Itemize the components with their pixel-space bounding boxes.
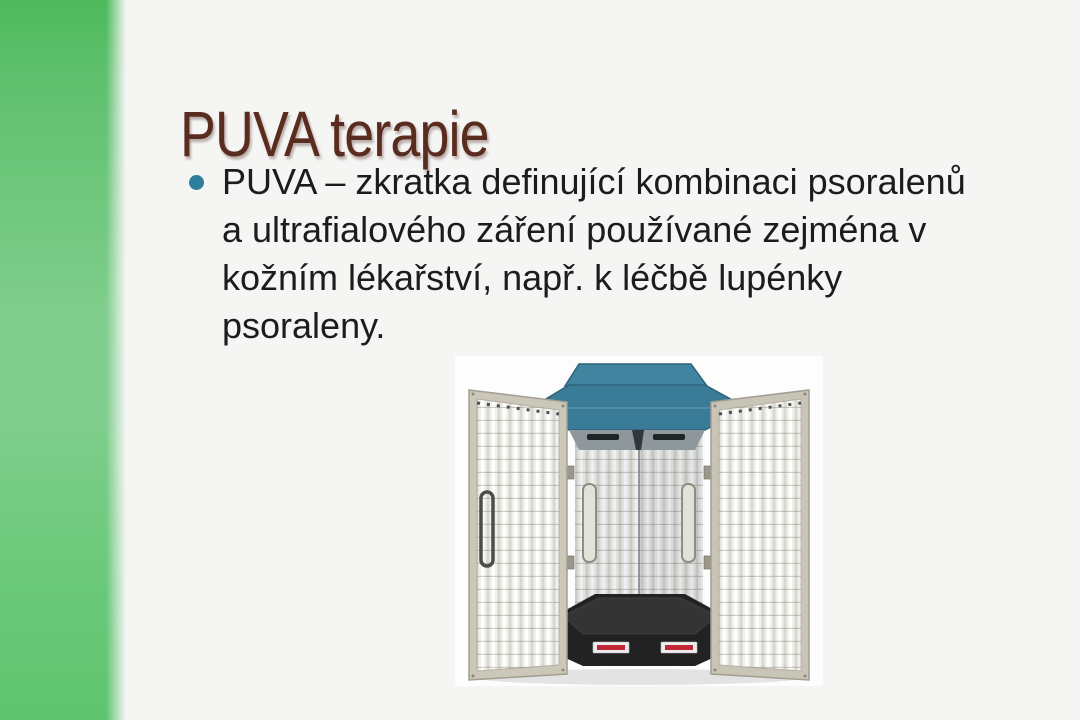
- booth-base-platform: [555, 594, 725, 666]
- slide-title: PUVA terapie: [180, 97, 489, 170]
- bullet-item: [185, 158, 1065, 350]
- bullet-line-3: kožním lékařství, např. k léčbě lupénky: [222, 257, 843, 298]
- bullet-text: [222, 158, 966, 350]
- left-door: [469, 390, 567, 680]
- bullet-dot-icon: [189, 175, 204, 190]
- bullet-line-2: a ultrafialového záření používané zejména v: [222, 209, 927, 250]
- right-door: [711, 390, 809, 680]
- bullet-line-1: PUVA – zkratka definující kombinaci psoralenů: [222, 161, 966, 202]
- bullet-line-4: psoraleny.: [222, 305, 386, 346]
- green-gradient-sidebar: [0, 0, 128, 720]
- phototherapy-booth-illustration: [455, 356, 823, 686]
- phototherapy-booth-image: [455, 356, 823, 686]
